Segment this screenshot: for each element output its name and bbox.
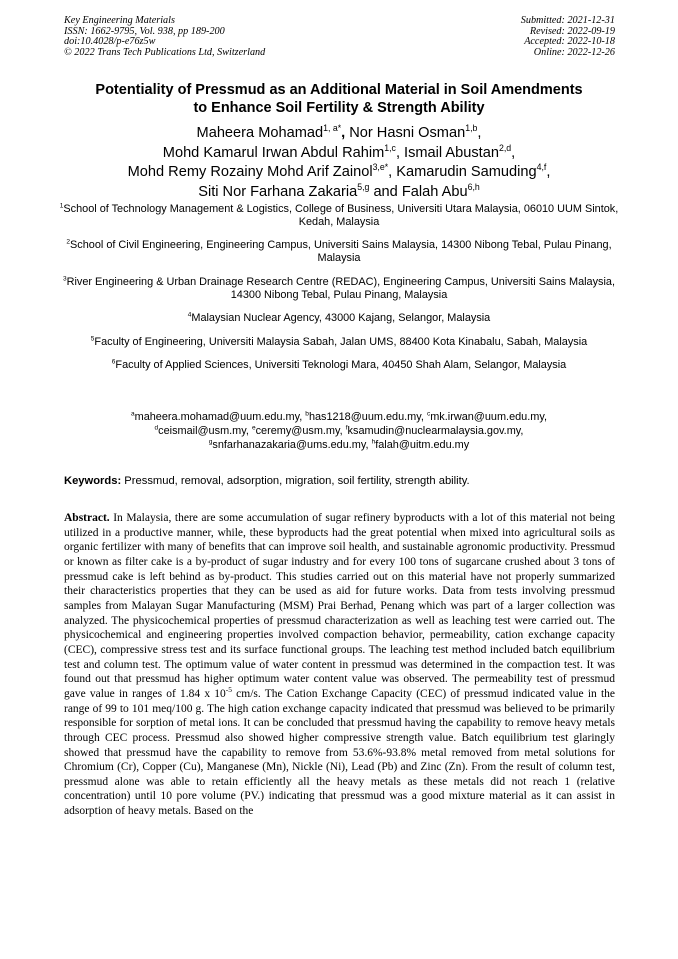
author-name: Siti Nor Farhana Zakaria (198, 183, 358, 200)
author-name: Falah Abu (401, 183, 468, 200)
keywords-label: Keywords: (64, 475, 122, 487)
author-sup: 6,h (467, 181, 480, 192)
author-line-4 (40, 183, 638, 203)
abstract-text-1: In Malaysia, there are some accumulation of sugar refinery byproducts with a lot of this material not being utilized in a productive manner, while, these byproducts had the great potential when mixed into agricultural soils as organic fertilizer with many of benefits that can improve soil health, and sustainable agronomic productivity. Pressmud or known as filter cake is a by-product of sugar industry and for every 100 tons of sugarcane crushed about 3 tons of pressmud cake is left behind as by-product. This studies carried out on this material have not properly summarized their characteristics properties that they can be used as aid for future works. Data from tests involving pressmud samples from Malayan Sugar Manufacturing (MSM) Prai Berhad, Penang which was part of a larger collection was analyzed. The physicochemical properties of pressmud characterization as well as leaching test were carried out. The physicochemical and engineering properties involved compaction behavior, permeability, cation exchange capacity (CEC), compressive stress test and its surface functional groups. The leaching test method included batch equilibrium test and column test. The optimum value of water content in pressmud was determined in the compaction test. It was found out that pressmud has higher optimum water content value was observed. The permeability test of pressmud gave value in ranges of 1.84 x 10 (64, 512, 615, 700)
journal-name: Key Engineering Materials (64, 15, 175, 26)
author-sep: , (511, 144, 516, 161)
affiliation-num: 1 (59, 202, 64, 210)
affiliation-5 (58, 336, 620, 349)
journal-doi: doi:10.4028/p-e76z5w (64, 36, 156, 47)
abstract (64, 511, 615, 819)
affiliation-text: School of Civil Engineering, Engineering Campus, Universiti Sains Malaysia, 14300 Nibong Tebal, Pulau Pinang, Malaysia (70, 238, 612, 265)
abstract-exponent: -5 (225, 685, 232, 695)
affiliation-2 (58, 239, 620, 266)
author-name: Nor Hasni Osman (349, 125, 466, 141)
email-sup: c (426, 410, 431, 418)
affiliation-1 (58, 203, 620, 230)
author-line-3 (40, 163, 638, 183)
email-address: maheera.mohamad@uum.edu.my (134, 411, 300, 423)
email-address: falah@uitm.edu.my (375, 439, 470, 452)
date-online: Online: 2022-12-26 (533, 46, 615, 58)
email-address: mk.irwan@uum.edu.my (430, 411, 544, 423)
email-address: ceremy@usm.my (255, 425, 340, 438)
author-sep: , (341, 125, 350, 141)
affiliation-3 (58, 276, 620, 303)
author-sep: , (388, 164, 397, 180)
email-link-g[interactable] (209, 439, 366, 451)
email-address: snfarhanazakaria@ums.edu.my (212, 439, 366, 452)
keywords (64, 474, 619, 488)
title-line-1: Potentiality of Pressmud as an Additional Material in Soil Amendments (95, 82, 583, 98)
author-sup: 5,g (357, 181, 370, 192)
affiliation-num: 3 (62, 275, 67, 282)
email-sup: e (251, 424, 256, 432)
email-address: ceismail@usm.my (158, 425, 246, 438)
email-line-2: $^d$ceismail@usm.my, $^e$ceremy@usm.my, $^f$ksamudin@nuclearmalaysia.gov.my, (154, 424, 524, 438)
journal-copyright: © 2022 Trans Tech Publications Ltd, Switzerland (64, 46, 266, 58)
author-sup: 2,d (498, 142, 512, 153)
email-list (40, 410, 638, 453)
author-sup: 1, a* (323, 123, 342, 134)
email-address: has1218@uum.edu.my (308, 411, 421, 423)
affiliation-4 (58, 312, 620, 325)
affiliation-text: River Engineering & Urban Drainage Research Centre (REDAC), Engineering Campus, Universiti Sains Malaysia, 14300 Nibong Tebal, Pulau Pinang, Malaysia (66, 275, 616, 302)
affiliation-text: Malaysian Nuclear Agency, 43000 Kajang, Selangor, Malaysia (191, 312, 491, 325)
email-link-h[interactable] (372, 439, 470, 451)
author-sep: , (546, 164, 551, 180)
email-sup: a (130, 410, 135, 418)
date-revised: Revised: 2022-09-19 (529, 25, 615, 37)
email-link-e[interactable] (252, 425, 340, 437)
author-sup: 4,f (536, 162, 547, 173)
email-line-1: $^a$maheera.mohamad@uum.edu.my, $^b$has1218@uum.edu.my, $^c$mk.irwan@uum.edu.my, (130, 410, 548, 423)
affiliation-num: 6 (111, 358, 116, 366)
author-sup: 3,e* (372, 162, 389, 173)
author-sep: , (477, 125, 482, 141)
title-line-2: to Enhance Soil Fertility & Strength Ability (193, 100, 485, 116)
email-sup: b (305, 410, 309, 418)
author-name: Mohd Remy Rozainy Mohd Arif Zainol (127, 164, 373, 180)
author-name: Ismail Abustan (404, 144, 499, 161)
affiliation-num: 4 (187, 311, 192, 319)
author-line-2 (40, 144, 638, 164)
email-sup: h (371, 438, 376, 446)
email-address: ksamudin@nuclearmalaysia.gov.my (347, 425, 521, 438)
email-sup: g (208, 438, 213, 446)
email-sup: d (154, 424, 159, 432)
paper-title (40, 81, 638, 117)
email-link-a[interactable] (131, 411, 299, 423)
affiliation-num: 2 (66, 238, 70, 246)
abstract-label: Abstract. (64, 512, 110, 524)
affiliation-text: School of Technology Management & Logistics, College of Business, Universiti Utara Malaysia, 06010 UUM Sintok, Kedah, Malaysia (63, 203, 619, 229)
author-sep: and (369, 183, 402, 200)
affiliation-6 (58, 359, 620, 372)
email-line-3: $^g$snfarhanazakaria@ums.edu.my, $^h$falah@uitm.edu.my (208, 438, 470, 452)
affiliation-num: 5 (90, 335, 95, 343)
affiliation-text: Faculty of Applied Sciences, Universiti Teknologi Mara, 40450 Shah Alam, Selangor, Malaysia (115, 359, 567, 372)
affiliation-text: Faculty of Engineering, Universiti Malaysia Sabah, Jalan UMS, 88400 Kota Kinabalu, Sabah, Malaysia (94, 335, 588, 348)
date-submitted: Submitted: 2021-12-31 (520, 15, 615, 26)
author-sep: , (395, 144, 405, 161)
author-list (40, 124, 638, 202)
author-sup: 1,c (384, 142, 396, 153)
affiliations (58, 203, 620, 383)
email-sup: f (345, 424, 348, 432)
keywords-text: Pressmud, removal, adsorption, migration, soil fertility, strength ability. (121, 475, 470, 487)
date-accepted: Accepted: 2022-10-18 (524, 36, 615, 47)
email-link-b[interactable] (305, 411, 421, 423)
author-name: Kamarudin Samuding (396, 164, 537, 180)
journal-issn: ISSN: 1662-9795, Vol. 938, pp 189-200 (64, 25, 225, 37)
email-link-c[interactable] (427, 411, 544, 423)
author-name: Maheera Mohamad (196, 125, 324, 141)
journal-info (64, 16, 364, 58)
publication-dates (420, 16, 615, 58)
email-link-f[interactable] (346, 425, 521, 437)
author-line-1 (40, 124, 638, 144)
abstract-text-2: cm/s. The Cation Exchange Capacity (CEC) of pressmud indicated value in the range of 99 to 101 meq/100 g. The high cation exchange capacity indicated that pressmud was believed to be primarily responsible for sorption of metal ions. It can be concluded that pressmud having the capability to remove heavy metals through CEC process. Pressmud also showed higher compressive strength value. Batch equilibrium test glaringly showed that pressmud have the capability to remove from 53.6%-93.8% metal removed from metal solutions for Chromium (Cr), Copper (Cu), Manganese (Mn), Nickle (Ni), Lead (Pb) and Zinc (Zn). From the result of column test, pressmud alone was able to retain efficiently all the heavy metals as these metals did not reach 1 (relative concentration) until 10 pore volume (PV.) indicating that pressmud was a good mixture material as it can assist in adsorption of heavy metals. Based on the (64, 687, 615, 818)
author-name: Mohd Kamarul Irwan Abdul Rahim (162, 144, 385, 161)
author-sup: 1,b (465, 123, 478, 134)
email-link-d[interactable] (155, 425, 246, 437)
